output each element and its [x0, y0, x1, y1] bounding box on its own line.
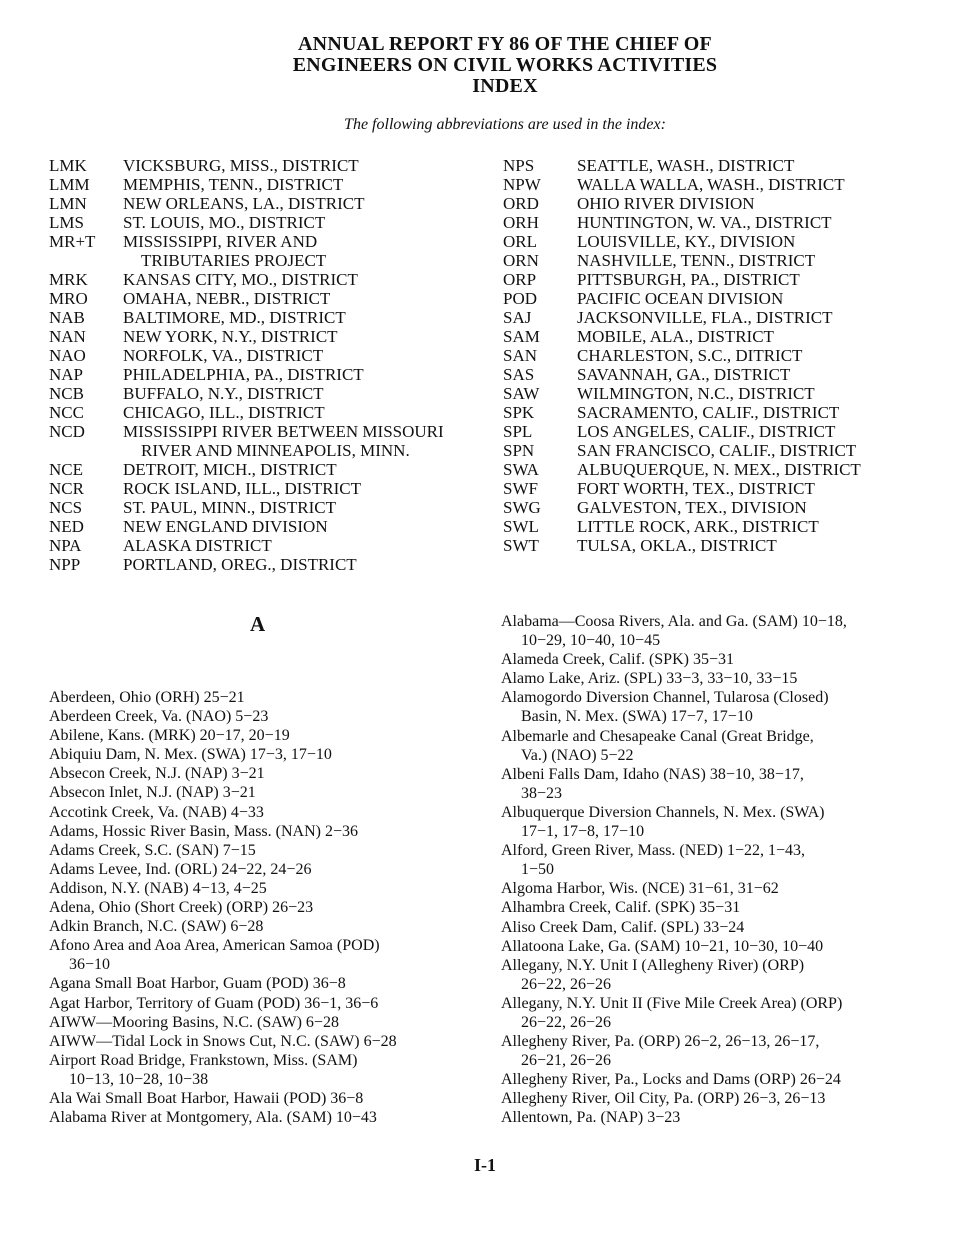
abbreviation-row — [503, 270, 923, 289]
index-entry — [49, 1051, 489, 1089]
abbreviation-description: SAN FRANCISCO, CALIF., DISTRICT — [577, 441, 857, 460]
abbreviation-description: LOUISVILLE, KY., DIVISION — [577, 232, 796, 251]
abbreviation-row — [503, 327, 923, 346]
abbreviation-description: LITTLE ROCK, ARK., DISTRICT — [577, 517, 819, 536]
abbreviation-description: KANSAS CITY, MO., DISTRICT — [123, 270, 358, 289]
abbreviations-intro: The following abbreviations are used in the index: — [344, 116, 666, 133]
index-entry-line: 1−50 — [521, 861, 555, 879]
index-entry-line: Algoma Harbor, Wis. (NCE) 31−61, 31−62 — [501, 880, 779, 898]
abbreviation-code: SAN — [503, 346, 538, 365]
index-entry-line: 26−21, 26−26 — [521, 1052, 612, 1070]
index-entry-line: 10−29, 10−40, 10−45 — [521, 632, 661, 650]
index-entry-line: Alford, Green River, Mass. (NED) 1−22, 1−43, — [501, 842, 806, 860]
abbreviations-list-right — [503, 156, 923, 555]
abbreviation-row — [503, 156, 923, 175]
abbreviation-code — [49, 441, 123, 460]
index-entry — [501, 688, 931, 726]
index-entry — [501, 1032, 931, 1070]
abbreviation-code: NCB — [49, 384, 84, 403]
abbreviation-code: MR+T — [49, 232, 96, 251]
abbreviation-code: LMS — [49, 213, 84, 232]
abbreviation-description: MISSISSIPPI RIVER BETWEEN MISSOURI — [123, 422, 444, 441]
index-entry — [49, 994, 489, 1013]
abbreviation-row — [503, 479, 923, 498]
abbreviation-row — [49, 384, 489, 403]
index-entry — [501, 612, 931, 650]
abbreviation-row — [503, 308, 923, 327]
abbreviation-row — [503, 441, 923, 460]
abbreviation-description: RIVER AND MINNEAPOLIS, MINN. — [141, 441, 410, 460]
index-entry-line: Aberdeen, Ohio (ORH) 25−21 — [49, 689, 245, 706]
abbreviation-code: NCC — [49, 403, 84, 422]
abbreviation-code: MRK — [49, 270, 88, 289]
index-entry-line: AIWW—Tidal Lock in Snows Cut, N.C. (SAW) 6−28 — [49, 1032, 397, 1050]
abbreviation-description: NEW YORK, N.Y., DISTRICT — [123, 327, 338, 346]
index-entry — [49, 688, 489, 707]
abbreviation-row — [503, 232, 923, 251]
title-line-2: ENGINEERS ON CIVIL WORKS ACTIVITIES — [292, 54, 718, 76]
abbreviation-description: WALLA WALLA, WASH., DISTRICT — [577, 175, 845, 194]
index-entry — [49, 898, 489, 917]
index-entry — [501, 727, 931, 765]
abbreviation-code: NAN — [49, 327, 86, 346]
abbreviation-row — [49, 175, 489, 194]
index-entry — [49, 783, 489, 802]
abbreviation-row — [49, 251, 489, 270]
index-entry — [49, 1089, 489, 1108]
index-entry — [501, 994, 931, 1032]
abbreviation-code: SPL — [503, 422, 533, 441]
abbreviation-code: SAS — [503, 365, 535, 384]
abbreviation-code: ORP — [503, 270, 537, 289]
title-line-1: ANNUAL REPORT FY 86 OF THE CHIEF OF — [298, 33, 712, 55]
abbreviation-code: ORH — [503, 213, 539, 232]
index-entry — [501, 841, 931, 879]
abbreviation-code: NED — [49, 517, 84, 536]
abbreviation-code: LMM — [49, 175, 90, 194]
abbreviation-row — [49, 422, 489, 441]
abbreviation-description: BUFFALO, N.Y., DISTRICT — [123, 384, 324, 403]
abbreviation-row — [503, 536, 923, 555]
abbreviation-code: NAO — [49, 346, 86, 365]
abbreviation-row — [49, 403, 489, 422]
abbreviation-code: NPA — [49, 536, 82, 555]
abbreviation-row — [49, 327, 489, 346]
abbreviation-description: PITTSBURGH, PA., DISTRICT — [577, 270, 800, 289]
index-entry-line: Aliso Creek Dam, Calif. (SPL) 33−24 — [501, 918, 745, 936]
abbreviation-code: SWF — [503, 479, 538, 498]
abbreviation-row — [49, 156, 489, 175]
index-entry-line: Allegany, N.Y. Unit I (Allegheny River) (ORP) — [501, 956, 805, 974]
abbreviation-description: DETROIT, MICH., DISTRICT — [123, 460, 337, 479]
abbreviation-description: BALTIMORE, MD., DISTRICT — [123, 308, 346, 327]
abbreviation-description: GALVESTON, TEX., DIVISION — [577, 498, 807, 517]
abbreviation-code: ORN — [503, 251, 539, 270]
index-entry-line: Aberdeen Creek, Va. (NAO) 5−23 — [49, 708, 269, 726]
abbreviation-description: PHILADELPHIA, PA., DISTRICT — [123, 365, 364, 384]
index-entry — [501, 937, 931, 956]
abbreviation-description: LOS ANGELES, CALIF., DISTRICT — [577, 422, 836, 441]
abbreviation-code: NPS — [503, 156, 535, 175]
abbreviation-description: SEATTLE, WASH., DISTRICT — [577, 156, 795, 175]
abbreviation-description: ROCK ISLAND, ILL., DISTRICT — [123, 479, 361, 498]
abbreviation-row — [49, 270, 489, 289]
index-entry-line: Accotink Creek, Va. (NAB) 4−33 — [49, 803, 264, 821]
index-entry-line: Afono Area and Aoa Area, American Samoa (POD) — [49, 937, 380, 955]
index-entry — [49, 745, 489, 764]
index-entry-line: Airport Road Bridge, Frankstown, Miss. (SAM) — [49, 1051, 358, 1069]
index-entry-line: Albemarle and Chesapeake Canal (Great Bridge, — [501, 727, 814, 745]
abbreviation-row — [49, 289, 489, 308]
index-entry — [49, 974, 489, 993]
abbreviation-description: OHIO RIVER DIVISION — [577, 194, 755, 213]
index-entry — [501, 765, 931, 803]
abbreviation-description: NEW ORLEANS, LA., DISTRICT — [123, 194, 365, 213]
abbreviation-description: ALBUQUERQUE, N. MEX., DISTRICT — [577, 460, 861, 479]
index-entry-line: Alhambra Creek, Calif. (SPK) 35−31 — [501, 899, 741, 917]
abbreviation-description: PORTLAND, OREG., DISTRICT — [123, 555, 357, 574]
abbreviation-row — [503, 498, 923, 517]
index-entry-line: Alamogordo Diversion Channel, Tularosa (Closed) — [501, 689, 829, 707]
abbreviation-row — [49, 346, 489, 365]
index-entry — [501, 898, 931, 917]
abbreviation-description: FORT WORTH, TEX., DISTRICT — [577, 479, 815, 498]
abbreviation-code: NAP — [49, 365, 84, 384]
abbreviation-code: SWT — [503, 536, 539, 555]
index-entry-line: Allatoona Lake, Ga. (SAM) 10−21, 10−30, 10−40 — [501, 937, 824, 955]
index-entry-line: 26−22, 26−26 — [521, 975, 612, 993]
abbreviation-row — [503, 517, 923, 536]
index-entry — [501, 803, 931, 841]
abbreviation-row — [49, 213, 489, 232]
page-number: I-1 — [474, 1155, 496, 1175]
abbreviation-description: ALASKA DISTRICT — [123, 536, 272, 555]
index-entry-line: Adams Creek, S.C. (SAN) 7−15 — [49, 841, 256, 859]
abbreviation-description: ST. PAUL, MINN., DISTRICT — [123, 498, 336, 517]
index-entry — [49, 879, 489, 898]
abbreviation-row — [503, 289, 923, 308]
index-entry-line: 10−13, 10−28, 10−38 — [69, 1070, 209, 1088]
index-entry — [501, 1089, 931, 1108]
abbreviation-code: NCS — [49, 498, 83, 517]
abbreviation-code: SPK — [503, 403, 535, 422]
abbreviation-code: SAM — [503, 327, 540, 346]
index-entry-line: Allegheny River, Pa., Locks and Dams (ORP) 26−24 — [501, 1071, 841, 1089]
abbreviation-code: NAB — [49, 308, 85, 327]
abbreviation-row — [503, 194, 923, 213]
abbreviation-description: ST. LOUIS, MO., DISTRICT — [123, 213, 326, 232]
index-entry-line: 36−10 — [69, 956, 111, 974]
abbreviation-code: NPW — [503, 175, 541, 194]
abbreviation-code — [49, 251, 123, 270]
abbreviation-row — [49, 517, 489, 536]
abbreviation-row — [503, 460, 923, 479]
abbreviation-code: NCE — [49, 460, 83, 479]
index-entry-line: Alabama River at Montgomery, Ala. (SAM) 10−43 — [49, 1109, 377, 1127]
index-entry-line: Alamo Lake, Ariz. (SPL) 33−3, 33−10, 33−15 — [501, 670, 798, 688]
abbreviation-row — [49, 555, 489, 574]
abbreviation-description: NASHVILLE, TENN., DISTRICT — [577, 251, 816, 270]
abbreviation-row — [503, 346, 923, 365]
index-entry — [49, 707, 489, 726]
title-line-3: INDEX — [472, 75, 538, 97]
index-entry-line: Allegany, N.Y. Unit II (Five Mile Creek Area) (ORP) — [501, 994, 843, 1012]
abbreviation-code: SWG — [503, 498, 541, 517]
index-entry-line: Adena, Ohio (Short Creek) (ORP) 26−23 — [49, 899, 314, 917]
document-title — [0, 34, 960, 97]
section-letter: A — [250, 612, 266, 636]
index-entry-line: Basin, N. Mex. (SWA) 17−7, 17−10 — [521, 708, 753, 726]
abbreviation-code: SAW — [503, 384, 540, 403]
index-entry — [501, 1108, 931, 1127]
abbreviation-code: LMK — [49, 156, 87, 175]
index-entry — [49, 726, 489, 745]
index-entry-line: Alameda Creek, Calif. (SPK) 35−31 — [501, 651, 734, 669]
abbreviation-row — [49, 232, 489, 251]
abbreviation-row — [49, 536, 489, 555]
index-entry-line: Absecon Creek, N.J. (NAP) 3−21 — [49, 765, 265, 783]
index-entry-line: 17−1, 17−8, 17−10 — [521, 823, 645, 841]
abbreviations-list-left — [49, 156, 489, 574]
abbreviation-code: NCD — [49, 422, 85, 441]
index-entry-line: Allegheny River, Oil City, Pa. (ORP) 26−3, 26−13 — [501, 1090, 826, 1108]
index-entry-line: Addison, N.Y. (NAB) 4−13, 4−25 — [49, 879, 267, 897]
abbreviation-code: SWL — [503, 517, 539, 536]
index-entry — [49, 860, 489, 879]
index-entry — [49, 1108, 489, 1127]
index-entry — [49, 917, 489, 936]
abbreviation-description: JACKSONVILLE, FLA., DISTRICT — [577, 308, 833, 327]
abbreviation-description: PACIFIC OCEAN DIVISION — [577, 289, 784, 308]
index-column-right — [501, 612, 931, 1128]
abbreviation-row — [49, 194, 489, 213]
abbreviation-code: SAJ — [503, 308, 532, 327]
index-entry-line: 26−22, 26−26 — [521, 1013, 612, 1031]
abbreviation-description: CHICAGO, ILL., DISTRICT — [123, 403, 325, 422]
abbreviation-row — [49, 479, 489, 498]
index-entry — [49, 1013, 489, 1032]
index-entry — [501, 956, 931, 994]
abbreviation-description: TULSA, OKLA., DISTRICT — [577, 536, 777, 555]
index-entry-line: Ala Wai Small Boat Harbor, Hawaii (POD) 36−8 — [49, 1089, 364, 1107]
abbreviation-code: ORD — [503, 194, 539, 213]
abbreviation-code: ORL — [503, 232, 537, 251]
abbreviation-row — [49, 441, 489, 460]
abbreviation-description: CHARLESTON, S.C., DITRICT — [577, 346, 803, 365]
abbreviation-description: VICKSBURG, MISS., DISTRICT — [123, 156, 359, 175]
index-entry — [501, 918, 931, 937]
abbreviation-code: SWA — [503, 460, 539, 479]
index-entry-line: Abilene, Kans. (MRK) 20−17, 20−19 — [49, 727, 290, 745]
abbreviation-code: LMN — [49, 194, 87, 213]
abbreviation-row — [503, 175, 923, 194]
index-entry-line: Albuquerque Diversion Channels, N. Mex. (SWA) — [501, 803, 825, 821]
index-entry — [49, 1032, 489, 1051]
abbreviation-row — [503, 422, 923, 441]
abbreviation-row — [503, 251, 923, 270]
abbreviation-description: MEMPHIS, TENN., DISTRICT — [123, 175, 344, 194]
index-entry-line: Absecon Inlet, N.J. (NAP) 3−21 — [49, 784, 256, 802]
index-entry — [501, 879, 931, 898]
index-entry — [49, 841, 489, 860]
abbreviation-description: SACRAMENTO, CALIF., DISTRICT — [577, 403, 840, 422]
abbreviation-code: NCR — [49, 479, 84, 498]
index-entry-line: 38−23 — [521, 784, 563, 802]
index-entry — [501, 650, 931, 669]
abbreviation-description: NORFOLK, VA., DISTRICT — [123, 346, 324, 365]
abbreviation-description: OMAHA, NEBR., DISTRICT — [123, 289, 331, 308]
index-entry-line: Va.) (NAO) 5−22 — [521, 746, 634, 764]
abbreviation-description: WILMINGTON, N.C., DISTRICT — [577, 384, 815, 403]
index-entry-line: Adams, Hossic River Basin, Mass. (NAN) 2−36 — [49, 822, 358, 840]
index-entry — [49, 936, 489, 974]
abbreviation-description: SAVANNAH, GA., DISTRICT — [577, 365, 791, 384]
abbreviation-description: MISSISSIPPI, RIVER AND — [123, 232, 318, 251]
index-entry-line: AIWW—Mooring Basins, N.C. (SAW) 6−28 — [49, 1013, 339, 1031]
index-entry-line: Alabama—Coosa Rivers, Ala. and Ga. (SAM) 10−18, — [501, 613, 847, 630]
abbreviation-row — [503, 384, 923, 403]
abbreviation-row — [503, 213, 923, 232]
index-entry — [49, 822, 489, 841]
index-column-left — [49, 688, 489, 1127]
abbreviation-row — [503, 365, 923, 384]
index-entry-line: Allentown, Pa. (NAP) 3−23 — [501, 1109, 681, 1127]
index-entry-line: Adkin Branch, N.C. (SAW) 6−28 — [49, 918, 264, 936]
index-entry-line: Agat Harbor, Territory of Guam (POD) 36−1, 36−6 — [49, 994, 379, 1012]
abbreviation-row — [49, 308, 489, 327]
index-entry — [49, 803, 489, 822]
abbreviation-row — [49, 460, 489, 479]
abbreviation-code: POD — [503, 289, 538, 308]
abbreviation-row — [49, 365, 489, 384]
abbreviation-row — [49, 498, 489, 517]
index-entry — [501, 669, 931, 688]
abbreviation-code: SPN — [503, 441, 535, 460]
abbreviation-code: NPP — [49, 555, 81, 574]
index-entry-line: Agana Small Boat Harbor, Guam (POD) 36−8 — [49, 975, 346, 993]
index-entry — [49, 764, 489, 783]
index-entry-line: Allegheny River, Pa. (ORP) 26−2, 26−13, 26−17, — [501, 1033, 820, 1051]
abbreviation-description: TRIBUTARIES PROJECT — [141, 251, 327, 270]
abbreviation-row — [503, 403, 923, 422]
abbreviation-description: NEW ENGLAND DIVISION — [123, 517, 328, 536]
abbreviation-description: HUNTINGTON, W. VA., DISTRICT — [577, 213, 832, 232]
index-entry-line: Adams Levee, Ind. (ORL) 24−22, 24−26 — [49, 860, 312, 878]
index-entry-line: Abiquiu Dam, N. Mex. (SWA) 17−3, 17−10 — [49, 746, 332, 764]
index-entry-line: Albeni Falls Dam, Idaho (NAS) 38−10, 38−17, — [501, 765, 804, 783]
abbreviation-description: MOBILE, ALA., DISTRICT — [577, 327, 774, 346]
index-entry — [501, 1070, 931, 1089]
abbreviation-code: MRO — [49, 289, 88, 308]
